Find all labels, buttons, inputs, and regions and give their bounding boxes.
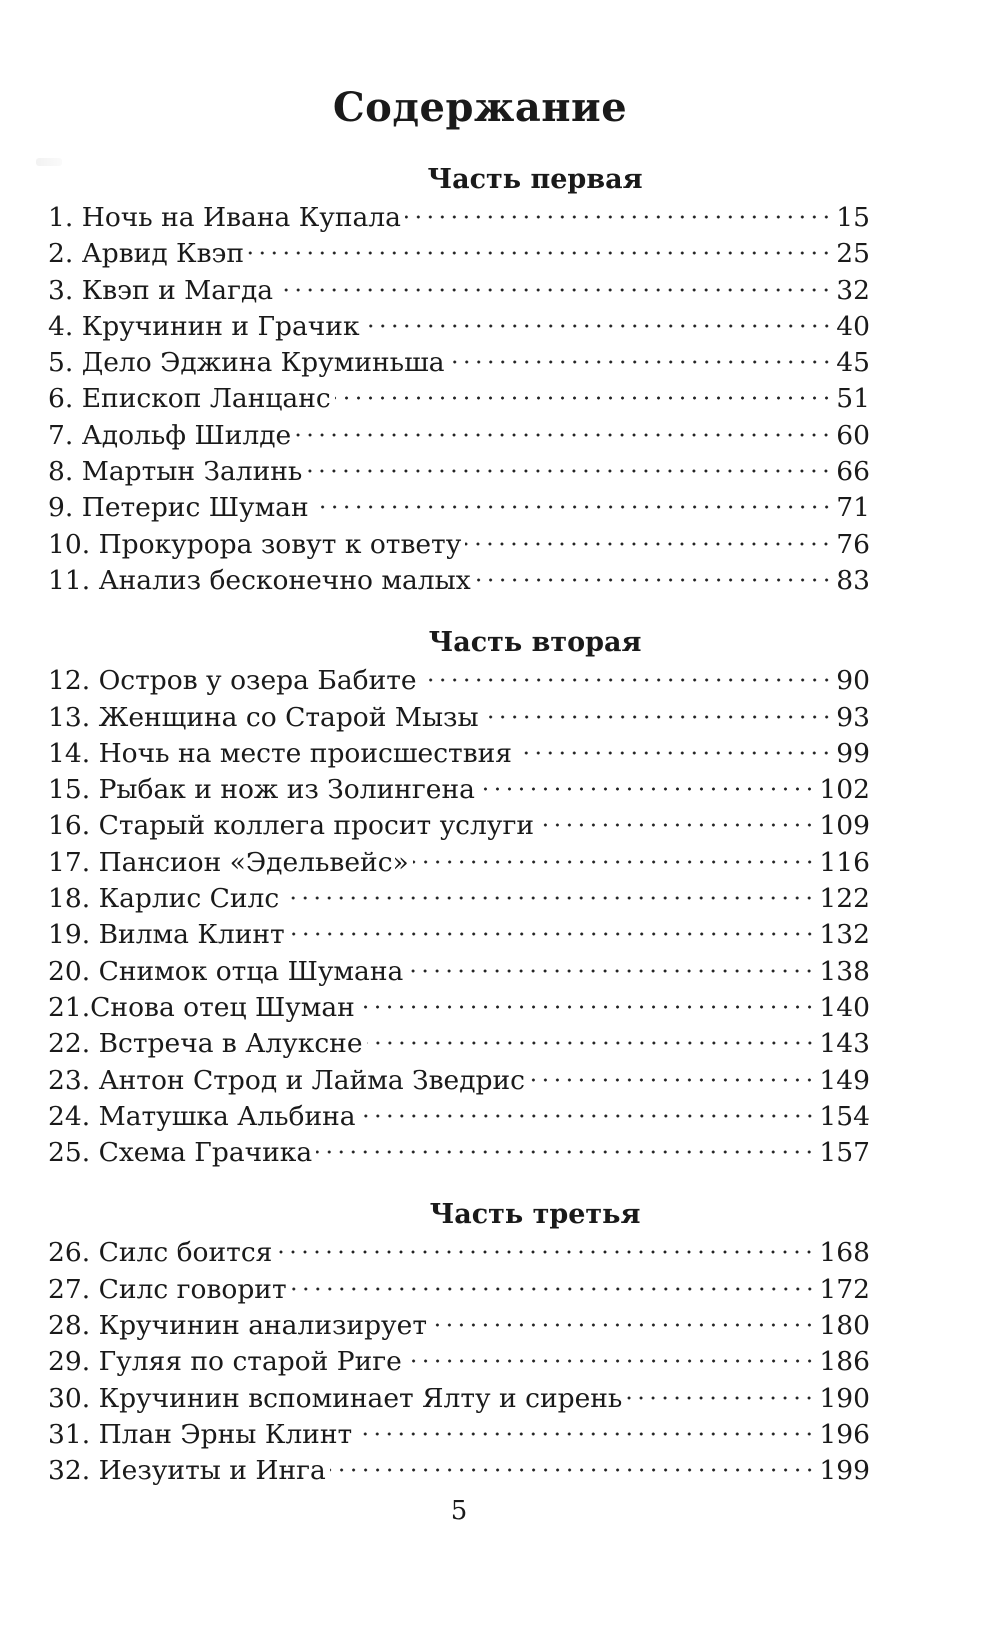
- dot-leader: [465, 541, 832, 547]
- dot-leader: [367, 1040, 816, 1046]
- chapter-page-number: 143: [819, 1028, 870, 1060]
- chapter-title: 6. Епископ Ланцанс: [48, 383, 331, 415]
- chapter-title: 26. Силс боится: [48, 1237, 273, 1269]
- dot-leader: [360, 1113, 816, 1119]
- chapter-title: 19. Вилма Клинт: [48, 919, 285, 951]
- toc-entry: [48, 273, 870, 309]
- dot-leader: [313, 504, 833, 510]
- dot-leader: [316, 1149, 815, 1155]
- toc-entry: [48, 1417, 870, 1453]
- dot-leader: [479, 786, 815, 792]
- chapter-page-number: 32: [836, 274, 870, 306]
- chapter-title: 31. План Эрны Клинт: [48, 1418, 353, 1450]
- chapter-title: 3. Квэп и Магда: [48, 274, 274, 306]
- chapter-title: 4. Кручинин и Грачик: [48, 310, 360, 342]
- chapter-title: 16. Старый коллега просит услуги: [48, 810, 534, 842]
- toc-entry: [48, 236, 870, 272]
- dot-leader: [283, 895, 815, 901]
- toc-entry: [48, 1063, 870, 1099]
- chapter-title: 11. Анализ бесконечно малых: [48, 564, 471, 596]
- toc-entry: [48, 1308, 870, 1344]
- toc-entry: [48, 990, 870, 1026]
- chapter-title: 15. Рыбак и нож из Золингена: [48, 774, 475, 806]
- toc-part: [48, 160, 870, 599]
- page-number: 5: [450, 1496, 468, 1526]
- table-of-contents: [48, 160, 870, 1514]
- toc-entry: [48, 1099, 870, 1135]
- toc-entry: [48, 1235, 870, 1271]
- chapter-page-number: 186: [819, 1346, 870, 1378]
- chapter-page-number: 60: [836, 419, 870, 451]
- chapter-page-number: 15: [836, 202, 870, 233]
- dot-leader: [413, 859, 816, 865]
- chapter-title: 10. Прокурора зовут к ответу: [48, 528, 462, 560]
- chapter-title: 8. Мартын Залинь: [48, 456, 303, 488]
- toc-entry: [48, 1344, 870, 1380]
- chapter-title: 29. Гуляя по старой Риге: [48, 1346, 402, 1378]
- toc-entry: [48, 1272, 870, 1308]
- chapter-page-number: 199: [819, 1455, 870, 1487]
- chapter-title: 27. Силс говорит: [48, 1273, 287, 1305]
- chapter-title: 32. Иезуиты и Инга: [48, 1455, 326, 1487]
- chapter-title: 12. Остров у озера Бабите: [48, 665, 417, 697]
- dot-leader: [289, 931, 816, 937]
- chapter-title: 14. Ночь на месте происшествия: [48, 737, 512, 769]
- toc-entry: [48, 1026, 870, 1062]
- toc-entry: [48, 845, 870, 881]
- chapter-title: 13. Женщина со Старой Мызы: [48, 701, 479, 733]
- chapter-page-number: 149: [819, 1064, 870, 1096]
- part-heading: Часть первая: [427, 164, 643, 195]
- chapter-title: 24. Матушка Альбина: [48, 1100, 356, 1132]
- toc-part: [48, 1195, 870, 1489]
- chapter-page-number: 168: [819, 1237, 870, 1269]
- chapter-page-number: 66: [836, 456, 870, 488]
- dot-leader: [516, 750, 832, 756]
- chapter-page-number: 138: [819, 955, 870, 987]
- dot-leader: [407, 968, 815, 974]
- toc-part: [48, 623, 870, 1171]
- dot-leader: [295, 432, 832, 438]
- toc-entry: [48, 418, 870, 454]
- toc-entry: [48, 954, 870, 990]
- chapter-page-number: 109: [819, 810, 870, 842]
- dot-leader: [330, 1467, 816, 1473]
- toc-entry: [48, 563, 870, 599]
- chapter-page-number: 172: [819, 1273, 870, 1305]
- dot-leader: [421, 677, 833, 683]
- toc-entry: [48, 200, 870, 236]
- chapter-title: 30. Кручинин вспоминает Ялту и сирень: [48, 1382, 623, 1414]
- chapter-page-number: 76: [836, 528, 870, 560]
- toc-entry: [48, 1381, 870, 1417]
- chapter-page-number: 102: [819, 774, 870, 806]
- chapter-page-number: 190: [819, 1382, 870, 1414]
- toc-entry: [48, 700, 870, 736]
- chapter-title: 1. Ночь на Ивана Купала: [48, 202, 401, 233]
- chapter-page-number: 140: [819, 991, 870, 1023]
- dot-leader: [538, 822, 815, 828]
- toc-entry: [48, 1135, 870, 1171]
- chapter-page-number: 116: [819, 846, 870, 878]
- chapter-title: 22. Встреча в Алуксне: [48, 1028, 363, 1060]
- toc-entry: [48, 309, 870, 345]
- chapter-title: 25. Схема Грачика: [48, 1137, 313, 1169]
- toc-entry: [48, 663, 870, 699]
- dot-leader: [276, 1249, 815, 1255]
- toc-entry: [48, 917, 870, 953]
- chapter-page-number: 154: [819, 1100, 870, 1132]
- chapter-page-number: 45: [836, 347, 870, 379]
- toc-entry: [48, 490, 870, 526]
- chapter-title: 9. Петерис Шуман: [48, 492, 309, 524]
- chapter-page-number: 40: [836, 310, 870, 342]
- dot-leader: [248, 250, 832, 256]
- chapter-page-number: 71: [836, 492, 870, 524]
- chapter-page-number: 132: [819, 919, 870, 951]
- dot-leader: [431, 1322, 815, 1328]
- chapter-page-number: 51: [836, 383, 870, 415]
- chapter-page-number: 90: [836, 665, 870, 697]
- toc-entry: [48, 736, 870, 772]
- chapter-title: 20. Снимок отца Шумана: [48, 955, 404, 987]
- part-heading: Часть вторая: [428, 627, 642, 659]
- chapter-page-number: 157: [819, 1137, 870, 1169]
- dot-leader: [364, 323, 833, 329]
- chapter-page-number: 99: [836, 737, 870, 769]
- chapter-page-number: 122: [819, 883, 870, 915]
- toc-entry: [48, 527, 870, 563]
- toc-entry: [48, 1453, 870, 1489]
- dot-leader: [449, 359, 833, 365]
- dot-leader: [405, 214, 832, 220]
- chapter-title: 2. Арвид Квэп: [48, 238, 244, 270]
- toc-entry: [48, 345, 870, 381]
- dot-leader: [356, 1431, 815, 1437]
- dot-leader: [406, 1358, 816, 1364]
- chapter-title: 7. Адольф Шилде: [48, 419, 292, 451]
- dot-leader: [291, 1286, 816, 1292]
- toc-entry: [48, 454, 870, 490]
- chapter-title: 17. Пансион «Эдельвейс»: [48, 846, 409, 878]
- dot-leader: [335, 395, 833, 401]
- page-title: Содержание: [332, 84, 628, 131]
- toc-entry: [48, 381, 870, 417]
- dot-leader: [483, 714, 833, 720]
- dot-leader: [475, 577, 833, 583]
- chapter-page-number: 83: [836, 564, 870, 596]
- toc-entry: [48, 808, 870, 844]
- dot-leader: [626, 1395, 815, 1401]
- chapter-title: 5. Дело Эджина Круминьша: [48, 347, 445, 379]
- chapter-title: 21.Снова отец Шуман: [48, 991, 355, 1023]
- dot-leader: [306, 468, 832, 474]
- chapter-page-number: 180: [819, 1310, 870, 1342]
- chapter-title: 28. Кручинин анализирует: [48, 1310, 427, 1342]
- toc-entry: [48, 881, 870, 917]
- chapter-page-number: 25: [836, 238, 870, 270]
- dot-leader: [529, 1077, 815, 1083]
- toc-entry: [48, 772, 870, 808]
- dot-leader: [277, 287, 832, 293]
- chapter-title: 23. Антон Строд и Лайма Зведрис: [48, 1064, 525, 1096]
- chapter-title: 18. Карлис Силс: [48, 883, 280, 915]
- chapter-page-number: 196: [819, 1418, 870, 1450]
- dot-leader: [359, 1004, 816, 1010]
- part-heading: Часть третья: [429, 1199, 641, 1231]
- chapter-page-number: 93: [836, 701, 870, 733]
